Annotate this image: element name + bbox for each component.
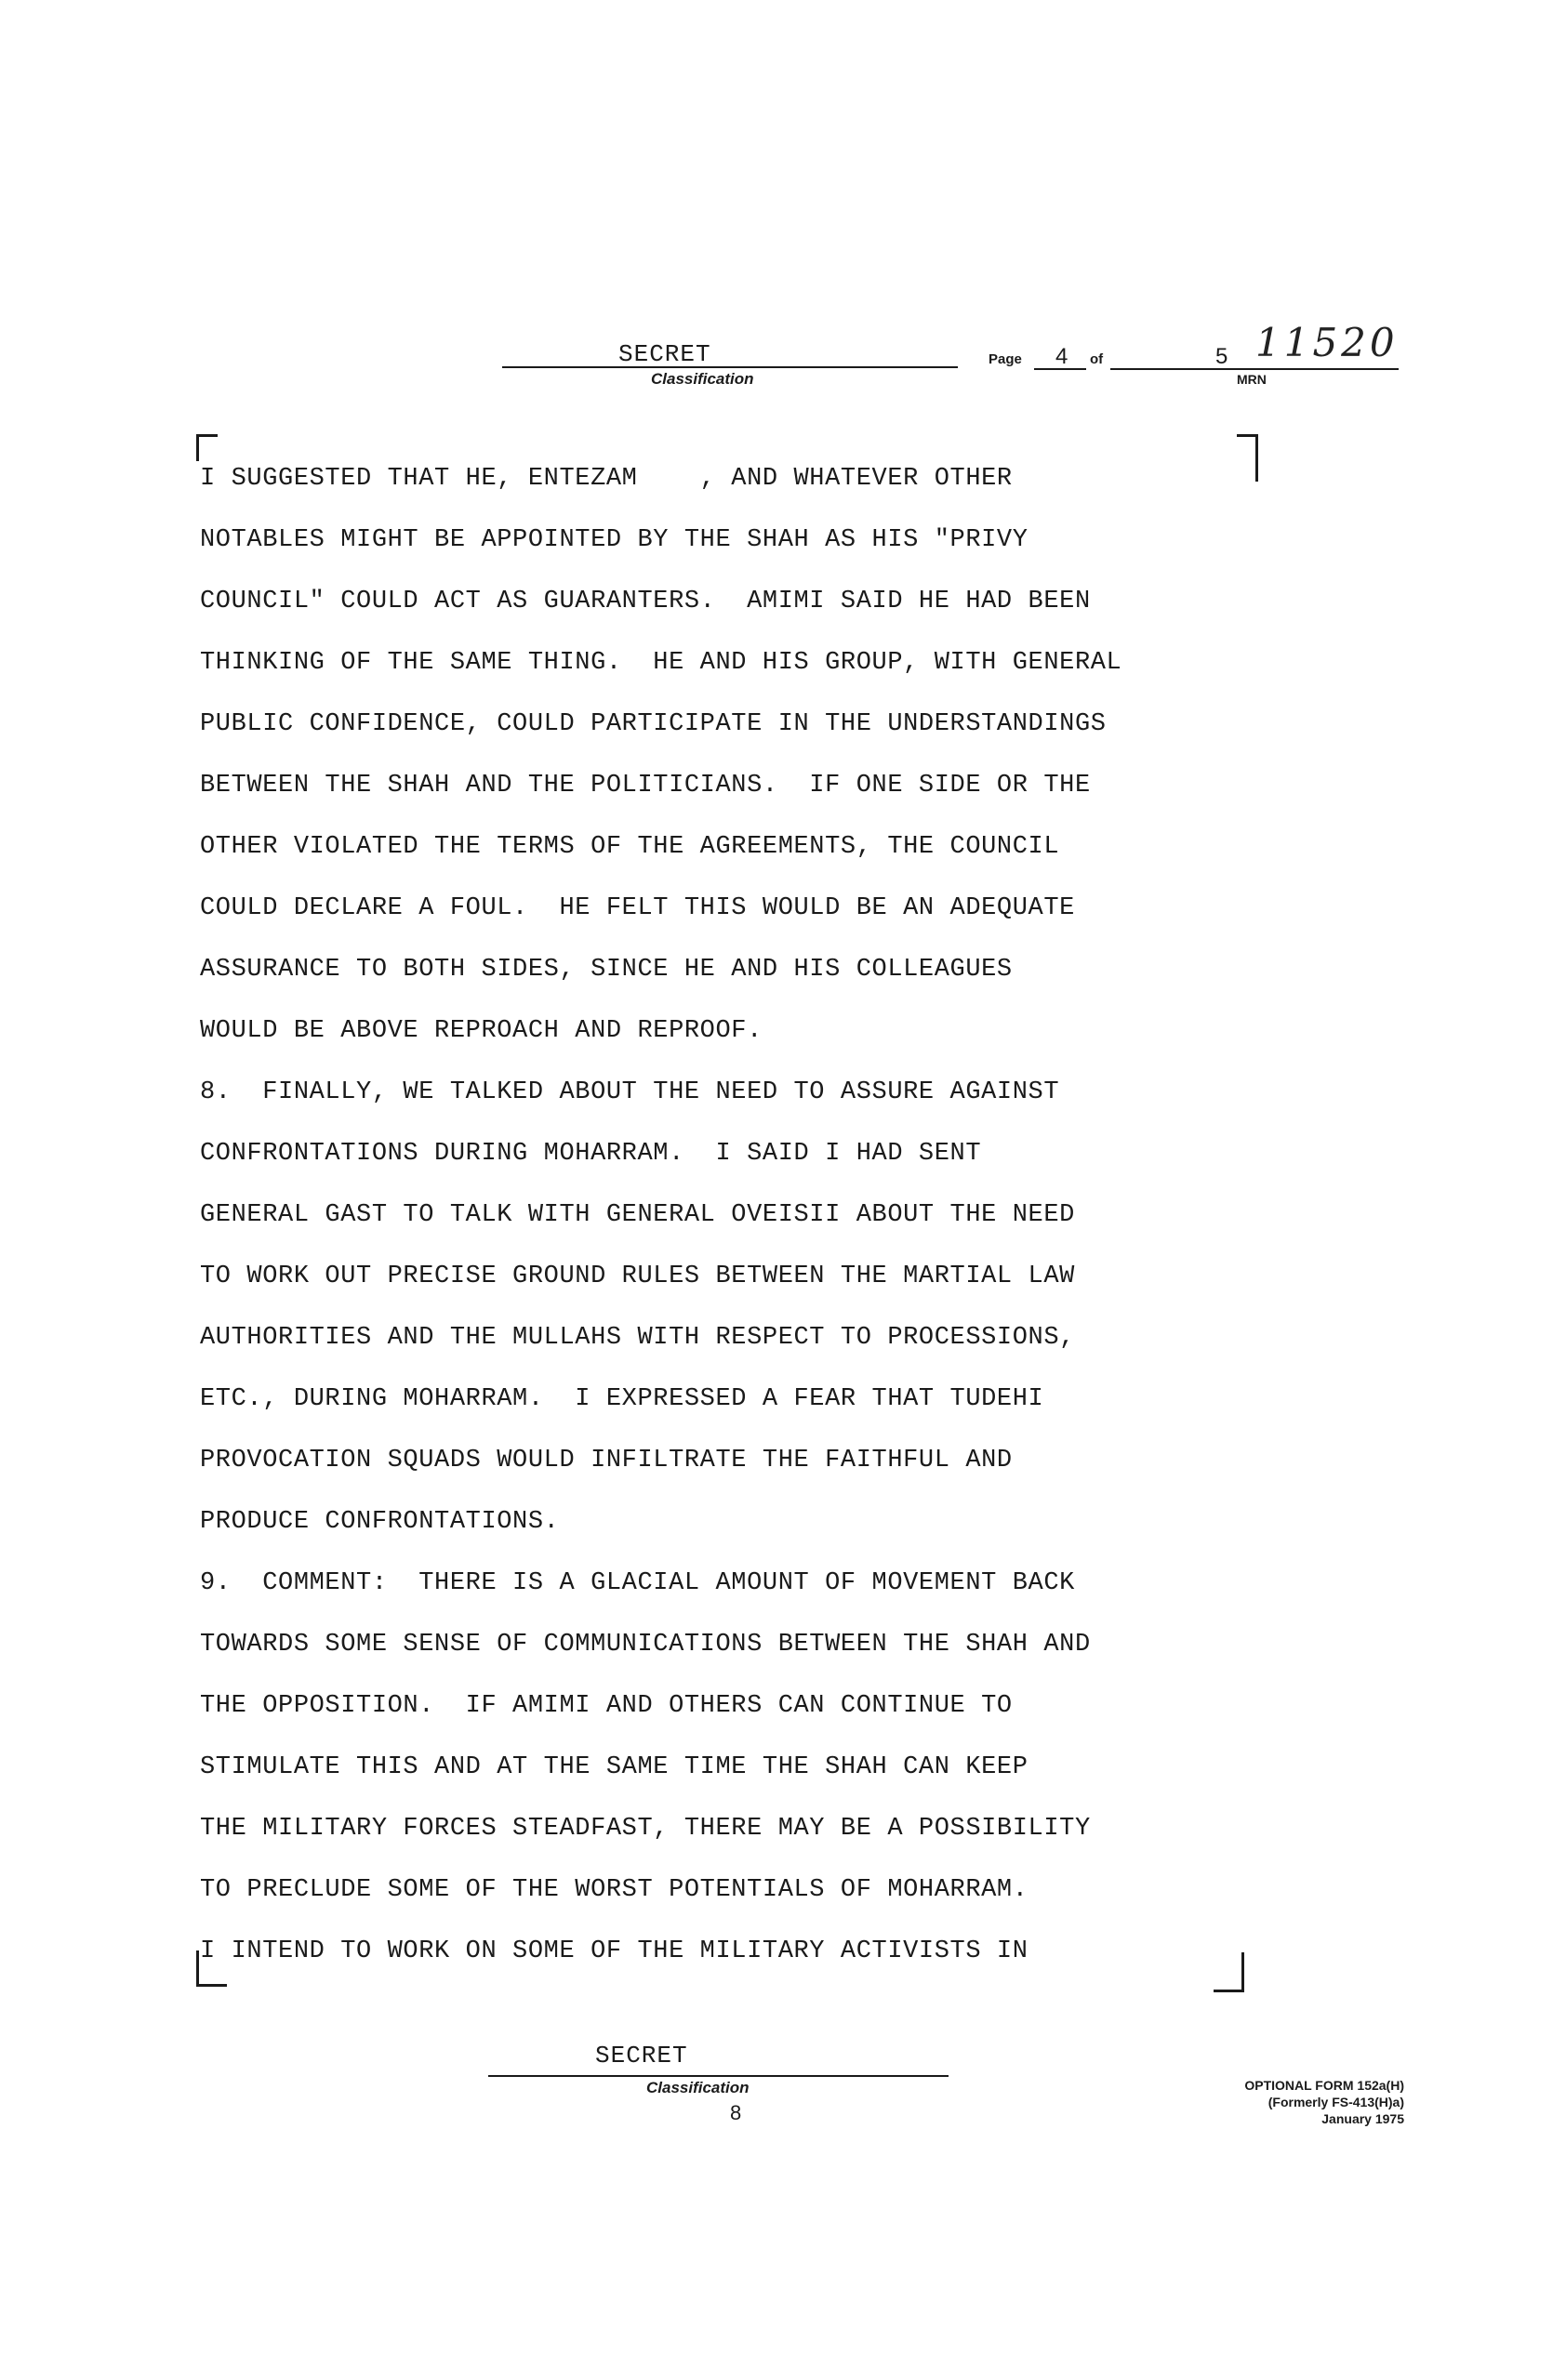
body-line: TO WORK OUT PRECISE GROUND RULES BETWEEN THE MARTIAL LAW: [200, 1263, 1075, 1290]
body-line: CONFRONTATIONS DURING MOHARRAM. I SAID I HAD SENT: [200, 1140, 982, 1168]
footer-page-code: 8: [730, 2101, 742, 2124]
footer-classification-caption: Classification: [646, 2079, 750, 2096]
body-line: PRODUCE CONFRONTATIONS.: [200, 1508, 560, 1536]
header-mrn-handwritten: 11520: [1255, 320, 1399, 365]
body-line: PUBLIC CONFIDENCE, COULD PARTICIPATE IN THE UNDERSTANDINGS: [200, 710, 1107, 738]
header-page-label: Page: [989, 351, 1022, 367]
body-line: THE OPPOSITION. IF AMIMI AND OTHERS CAN CONTINUE TO: [200, 1692, 1013, 1720]
body-line: I INTEND TO WORK ON SOME OF THE MILITARY ACTIVISTS IN: [200, 1937, 1029, 1965]
body-line: WOULD BE ABOVE REPROACH AND REPROOF.: [200, 1017, 763, 1045]
body-line: COULD DECLARE A FOUL. HE FELT THIS WOULD BE AN ADEQUATE: [200, 894, 1075, 922]
body-line: THINKING OF THE SAME THING. HE AND HIS GROUP, WITH GENERAL: [200, 649, 1122, 677]
header-classification-rule: [502, 366, 958, 368]
footer-form-line: January 1975: [1321, 2111, 1404, 2126]
body-line: OTHER VIOLATED THE TERMS OF THE AGREEMENTS, THE COUNCIL: [200, 833, 1060, 861]
body-line: COUNCIL" COULD ACT AS GUARANTERS. AMIMI SAID HE HAD BEEN: [200, 588, 1091, 615]
body-line: ASSURANCE TO BOTH SIDES, SINCE HE AND HIS COLLEAGUES: [200, 956, 1013, 984]
body-line: 8. FINALLY, WE TALKED ABOUT THE NEED TO ASSURE AGAINST: [200, 1078, 1060, 1106]
body-line: GENERAL GAST TO TALK WITH GENERAL OVEISII ABOUT THE NEED: [200, 1201, 1075, 1229]
body-line: PROVOCATION SQUADS WOULD INFILTRATE THE FAITHFUL AND: [200, 1447, 1013, 1474]
telegram-body: [200, 448, 1316, 1982]
body-line: NOTABLES MIGHT BE APPOINTED BY THE SHAH AS HIS "PRIVY: [200, 526, 1029, 554]
header-classification: SECRET: [618, 340, 711, 368]
header-page-total: 5: [1215, 344, 1228, 369]
footer-classification: SECRET: [595, 2042, 688, 2069]
footer-classification-rule: [488, 2075, 949, 2077]
header-page-rule: [1034, 368, 1086, 370]
body-line: AUTHORITIES AND THE MULLAHS WITH RESPECT TO PROCESSIONS,: [200, 1324, 1075, 1352]
body-line: I SUGGESTED THAT HE, ENTEZAM , AND WHATEVER OTHER: [200, 465, 1013, 493]
footer-form-line: OPTIONAL FORM 152a(H): [1244, 2078, 1404, 2093]
body-line: ETC., DURING MOHARRAM. I EXPRESSED A FEAR THAT TUDEHI: [200, 1385, 1044, 1413]
footer-form-id: [1144, 2077, 1404, 2127]
body-line: 9. COMMENT: THERE IS A GLACIAL AMOUNT OF MOVEMENT BACK: [200, 1569, 1075, 1597]
body-line: STIMULATE THIS AND AT THE SAME TIME THE SHAH CAN KEEP: [200, 1753, 1029, 1781]
body-line: THE MILITARY FORCES STEADFAST, THERE MAY BE A POSSIBILITY: [200, 1815, 1091, 1843]
body-line: TO PRECLUDE SOME OF THE WORST POTENTIALS OF MOHARRAM.: [200, 1876, 1029, 1904]
header-page-number: 4: [1055, 344, 1068, 369]
header-of-label: of: [1090, 351, 1104, 367]
body-line: BETWEEN THE SHAH AND THE POLITICIANS. IF ONE SIDE OR THE: [200, 772, 1091, 800]
footer-form-line: (Formerly FS-413(H)a): [1267, 2095, 1404, 2109]
header-classification-caption: Classification: [651, 370, 754, 388]
header-mrn-rule: [1110, 368, 1399, 370]
body-line: TOWARDS SOME SENSE OF COMMUNICATIONS BETWEEN THE SHAH AND: [200, 1631, 1091, 1659]
header-mrn-caption: MRN: [1237, 372, 1267, 387]
